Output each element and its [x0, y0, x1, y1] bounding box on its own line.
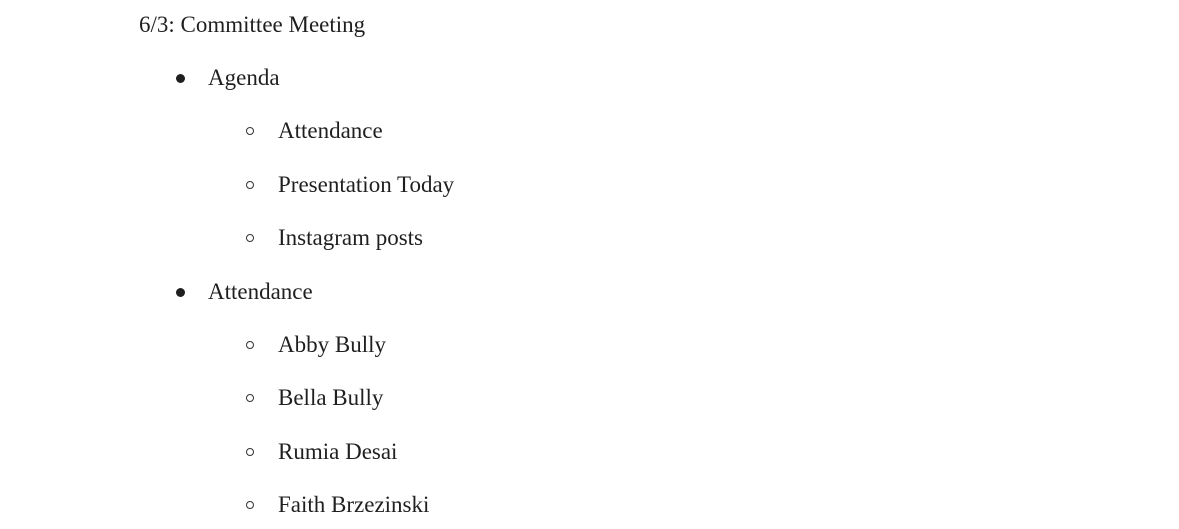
filled-circle-bullet-icon: [172, 64, 190, 92]
list-item-label: Agenda: [208, 65, 280, 90]
list-item-label: Bella Bully: [278, 385, 384, 410]
list-item-label: Abby Bully: [278, 332, 386, 357]
page-title: 6/3: Committee Meeting: [139, 12, 366, 37]
list-item-label: Attendance: [278, 118, 383, 143]
hollow-circle-bullet-icon: [242, 224, 260, 252]
list-item-label: Presentation Today: [278, 172, 455, 197]
hollow-circle-bullet-icon: [242, 491, 260, 519]
hollow-circle-bullet-icon: [242, 117, 260, 145]
hollow-circle-bullet-icon: [242, 384, 260, 412]
hollow-circle-bullet-icon: [242, 171, 260, 199]
hollow-circle-bullet-icon: [242, 438, 260, 466]
list-item-label: Attendance: [208, 279, 313, 304]
list-item-label: Rumia Desai: [278, 439, 398, 464]
filled-circle-bullet-icon: [172, 278, 190, 306]
hollow-circle-bullet-icon: [242, 331, 260, 359]
list-item-label: Instagram posts: [278, 225, 424, 250]
list-item-label: Faith Brzezinski: [278, 492, 430, 517]
